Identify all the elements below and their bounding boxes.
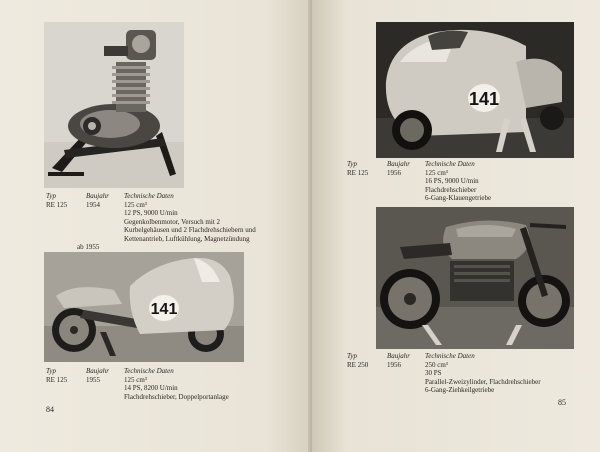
technische-daten-header: Technische Daten (124, 192, 174, 200)
typ-value: RE 250 (347, 361, 369, 369)
motorcycle-photo-1955 (44, 252, 244, 362)
baujahr-header: Baujahr (86, 367, 109, 375)
typ-header: Typ (46, 192, 56, 200)
technische-daten-header: Technische Daten (124, 367, 174, 375)
spec-block-1956-re250 (347, 352, 577, 398)
plate-number-141: 141 (150, 301, 178, 318)
gearbox: 6-Gang-Klauengetriebe (425, 194, 492, 202)
typ-header: Typ (46, 367, 56, 375)
right-page (312, 0, 600, 452)
power: 16 PS, 9000 U/min (425, 177, 479, 185)
features: Flachdrehschieber, Doppelportanlage (124, 392, 229, 401)
baujahr-header: Baujahr (387, 160, 410, 168)
baujahr-value: 1955 (86, 376, 100, 384)
typ-value: RE 125 (46, 201, 68, 209)
naked-motorcycle-illustration (376, 207, 574, 349)
power: 12 PS, 9000 U/min (124, 209, 178, 217)
displacement: 250 cm³ (425, 361, 448, 369)
typ-header: Typ (347, 160, 357, 168)
engine-illustration (44, 22, 184, 188)
motorcycle-photo-1956-front (376, 22, 574, 158)
plate-number-141: 141 (468, 89, 500, 109)
baujahr-value: 1956 (387, 361, 401, 369)
gearbox: 6-Gang-Ziehkeilgetriebe (425, 386, 495, 394)
technische-daten-header: Technische Daten (425, 352, 475, 360)
typ-value: RE 125 (347, 169, 369, 177)
displacement: 125 cm³ (124, 376, 147, 384)
displacement: 125 cm³ (124, 201, 147, 209)
spec-block-1956-re125 (347, 160, 577, 206)
faired-motorcycle-illustration (44, 252, 244, 362)
ab-label: ab 1955 (77, 243, 100, 251)
spec-block-1955 (46, 367, 266, 407)
motorcycle-photo-1956-re250 (376, 207, 574, 349)
page-number-left: 84 (46, 405, 54, 414)
engine-photo (44, 22, 184, 188)
engine-layout: Parallel-Zweizylinder, Flachdrehschieber (425, 377, 541, 386)
technische-daten-header: Technische Daten (425, 160, 475, 168)
typ-header: Typ (347, 352, 357, 360)
baujahr-value: 1956 (387, 169, 401, 177)
page-number-right: 85 (558, 398, 566, 407)
typ-value: RE 125 (46, 376, 68, 384)
power: 14 PS, 8200 U/min (124, 384, 178, 392)
baujahr-header: Baujahr (86, 192, 109, 200)
baujahr-value: 1954 (86, 201, 100, 209)
valve-type: Flachdrehschieber (425, 185, 477, 194)
engine-description: Gegenkolbenmotor, Versuch mit 2 Kurbelgehäusen und 2 Flachdrehschiebern und Kettenantrieb, Luftkühlung, Magnetzündung (124, 217, 256, 243)
fairing-closeup-illustration (376, 22, 574, 158)
power: 30 PS (425, 369, 442, 377)
displacement: 125 cm³ (425, 169, 448, 177)
baujahr-header: Baujahr (387, 352, 410, 360)
